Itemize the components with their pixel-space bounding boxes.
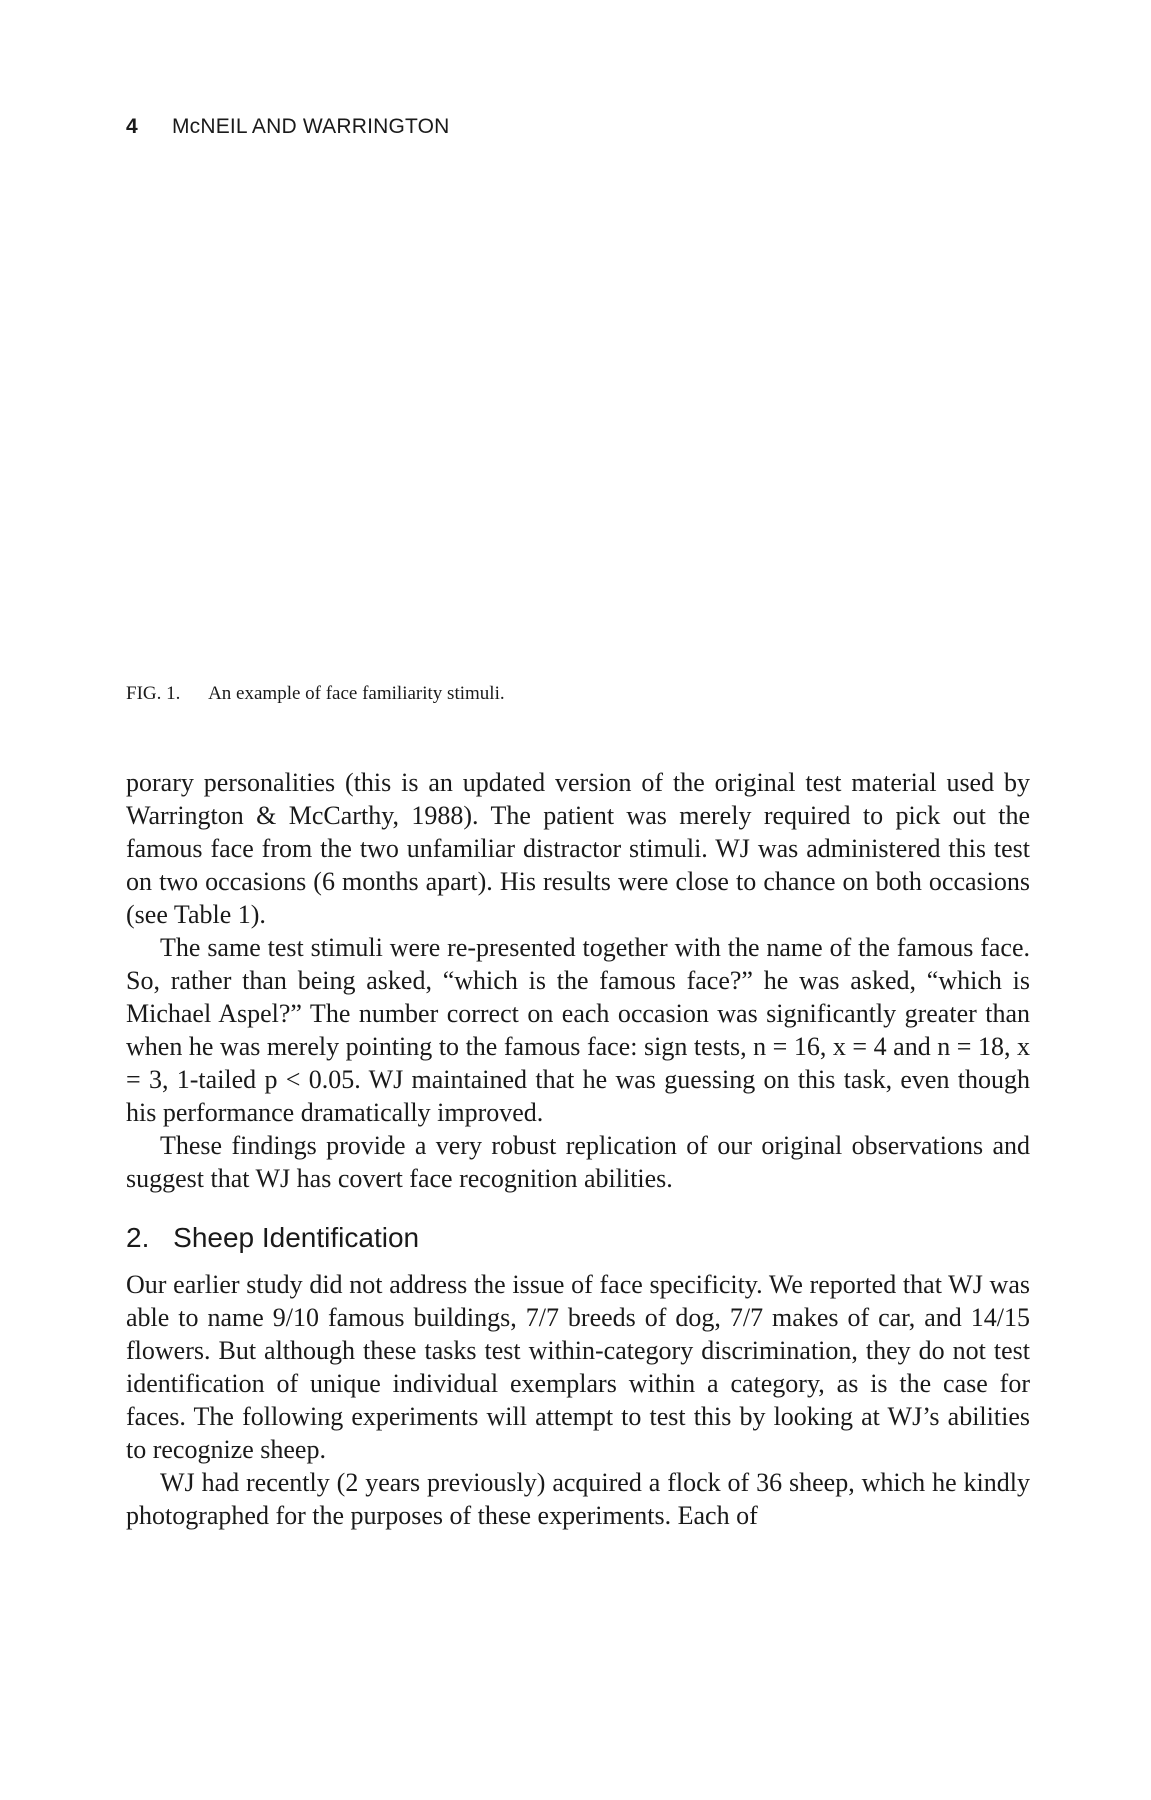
paragraph-findings: These findings provide a very robust replication of our original observations and suggest that WJ has covert face recognition abilities. [126, 1131, 1030, 1193]
body-text [126, 766, 1030, 1532]
figure-caption-text: An example of face familiarity stimuli. [208, 683, 505, 704]
paragraph-sheep-flock: WJ had recently (2 years previously) acquired a flock of 36 sheep, which he kindly photographed for the purposes of these experiments. Each of [126, 1468, 1030, 1530]
running-head-authors: McNEIL AND WARRINGTON [171, 115, 450, 138]
paragraph-continued: porary personalities (this is an updated version of the original test material used by Warrington & McCarthy, 1988). The patient was merely required to pick out the famous face from the two unfamiliar distractor stimuli. WJ was administered this test on two occasions (6 months apart). His results were close to chance on both occasions (see Table 1). [126, 768, 1030, 929]
figure-caption [126, 683, 505, 705]
section-title: Sheep Identification [173, 1222, 420, 1253]
section-heading [126, 1221, 1030, 1254]
page-number: 4 [126, 115, 138, 138]
figure-1-area [126, 160, 1026, 660]
running-head [126, 115, 450, 139]
figure-label: FIG. 1. [126, 683, 181, 704]
paragraph-face-specificity: Our earlier study did not address the issue of face specificity. We reported that WJ was able to name 9/10 famous buildings, 7/7 breeds of dog, 7/7 makes of car, and 14/15 flowers. But although these tasks test within-category discrimination, they do not test identification of unique individual exemplars within a category, as is the case for faces. The following experiments will attempt to test this by looking at WJ’s abilities to recognize sheep. [126, 1270, 1030, 1464]
paragraph-renaming-test: The same test stimuli were re-presented together with the name of the famous face. So, rather than being asked, “which is the famous face?” he was asked, “which is Michael Aspel?” The number correct on each occasion was significantly greater than when he was merely pointing to the famous face: sign tests, n = 16, x = 4 and n = 18, x = 3, 1-tailed p < 0.05. WJ maintained that he was guessing on this task, even though his performance dramatically improved. [126, 933, 1030, 1127]
section-number: 2. [126, 1222, 150, 1253]
